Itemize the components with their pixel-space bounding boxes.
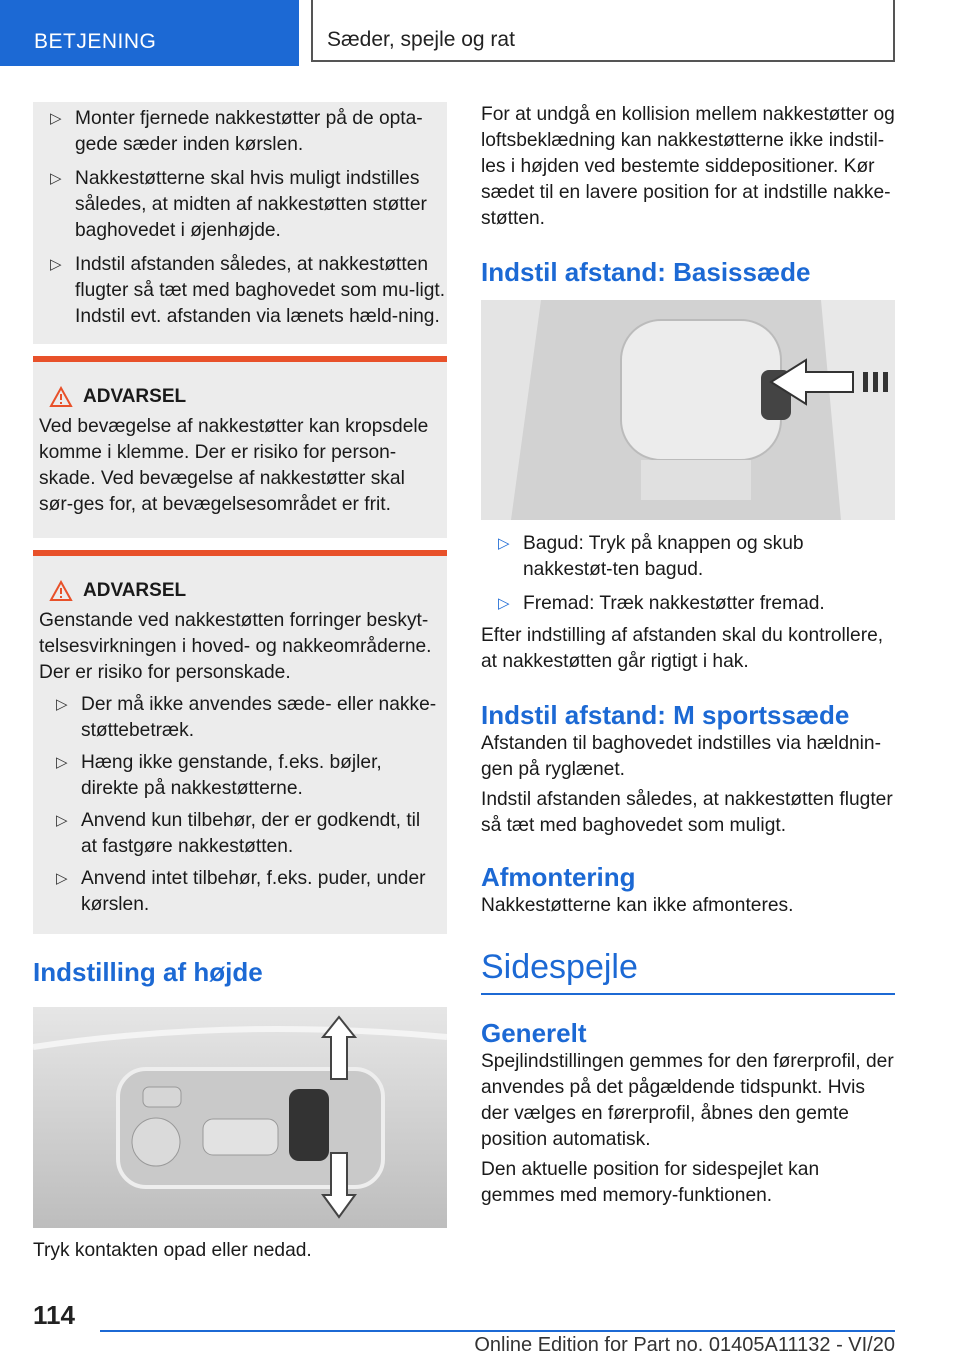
m-heading: Indstil afstand: M sportssæde — [481, 700, 850, 730]
headrest-illustration — [481, 300, 895, 520]
basis-heading: Indstil afstand: Basissæde — [481, 257, 811, 287]
generelt-heading: Generelt — [481, 1018, 587, 1048]
tips-box — [33, 102, 447, 344]
chapter-header — [311, 0, 895, 62]
section-tab — [0, 0, 299, 66]
bullet-triangle-icon: ▷ — [56, 754, 68, 771]
m-paragraph-1: Afstanden til baghovedet indstilles via hældnin-gen på ryglænet. — [481, 733, 881, 780]
m-paragraph-2: Indstil afstanden således, at nakkestøtten flugter så tæt med baghovedet som muligt. — [481, 789, 893, 836]
warning-item: ▷ Anvend intet tilbehør, f.eks. puder, under kørslen. — [56, 868, 426, 915]
bullet-triangle-icon: ▷ — [50, 170, 62, 187]
warning-box-1 — [33, 362, 447, 538]
bullet-triangle-icon: ▷ — [56, 812, 68, 829]
basis-after-text: Efter indstilling af afstanden skal du kontrollere, at nakkestøtten går rigtigt i hak. — [481, 625, 884, 672]
tip-item: ▷ Indstil afstanden således, at nakkestøtten flugter så tæt med baghovedet som mu-ligt. Indstil evt. afstanden via lænets hæld-ning. — [50, 254, 446, 327]
bullet-triangle-icon: ▷ — [498, 595, 510, 612]
page-number: 114 — [33, 1300, 75, 1330]
height-caption: Tryk kontakten opad eller nedad. — [33, 1240, 312, 1261]
heading-rule — [481, 993, 895, 995]
bullet-triangle-icon: ▷ — [56, 696, 68, 713]
warning-item: ▷ Anvend kun tilbehør, der er godkendt, til at fastgøre nakkestøtten. — [56, 810, 421, 857]
tip-item: ▷ Monter fjernede nakkestøtter på de opta-gede sæder inden kørslen. — [50, 108, 423, 155]
generelt-paragraph-1: Spejlindstillingen gemmes for den førerprofil, der anvendes på det pågældende tidspunkt. Hvis der vælges en førerprofil, åbnes den gemte position automatisk. — [481, 1051, 894, 1150]
bullet-triangle-icon: ▷ — [498, 535, 510, 552]
sidespejle-heading: Sidespejle — [481, 948, 638, 986]
afm-heading: Afmontering — [481, 862, 636, 892]
warning-title: ADVARSEL — [39, 578, 441, 604]
right-column-bottom — [481, 531, 895, 1209]
left-column — [33, 102, 447, 988]
seat-switch-illustration — [33, 1007, 447, 1228]
section-label: BETJENING — [34, 30, 157, 53]
warning-triangle-icon — [49, 386, 73, 408]
basis-item: ▷ Bagud: Tryk på knappen og skub nakkestøt-ten bagud. — [498, 533, 804, 580]
bullet-triangle-icon: ▷ — [50, 110, 62, 127]
footer-rule — [100, 1330, 895, 1332]
warning-title: ADVARSEL — [39, 384, 441, 410]
warning-text: Genstande ved nakkestøtten forringer beskyt-telsesvirkningen i hoved- og nakkeområderne. Der er risiko for personskade. — [39, 610, 432, 683]
warning-item: ▷ Der må ikke anvendes sæde- eller nakke-støttebetræk. — [56, 694, 437, 741]
height-heading: Indstilling af højde — [33, 957, 263, 987]
warning-text: Ved bevægelse af nakkestøtter kan kropsdele komme i klemme. Der er risiko for person-skade. Ved bevægelse af nakkestøtter skal sør-ges for, at bevægelsesområdet er frit. — [39, 416, 429, 515]
generelt-paragraph-2: Den aktuelle position for sidespejlet kan gemmes med memory-funktionen. — [481, 1159, 820, 1206]
bullet-triangle-icon: ▷ — [56, 870, 68, 887]
basis-item: ▷ Fremad: Træk nakkestøtter fremad. — [481, 591, 895, 617]
warning-triangle-icon — [49, 580, 73, 602]
tip-item: ▷ Nakkestøtterne skal hvis muligt indstilles således, at midten af nakkestøtten støtter baghovedet i øjenhøjde. — [50, 168, 427, 241]
warning-box-2 — [33, 556, 447, 934]
footer-edition: Online Edition for Part no. 01405A11132 - VI/20 — [474, 1334, 895, 1356]
warning-item: ▷ Hæng ikke genstande, f.eks. bøjler, direkte på nakkestøtterne. — [56, 752, 382, 799]
right-column-top — [481, 102, 895, 288]
bullet-triangle-icon: ▷ — [50, 256, 62, 273]
afm-text: Nakkestøtterne kan ikke afmonteres. — [481, 895, 794, 916]
intro-paragraph: For at undgå en kollision mellem nakkestøtter og loftsbeklædning kan nakkestøtterne ikke indstil-les i højden ved bestemte siddepositioner. Kør sædet til en lavere position for at indstille nakke-støtten. — [481, 104, 895, 229]
chapter-title: Sæder, spejle og rat — [327, 28, 515, 51]
